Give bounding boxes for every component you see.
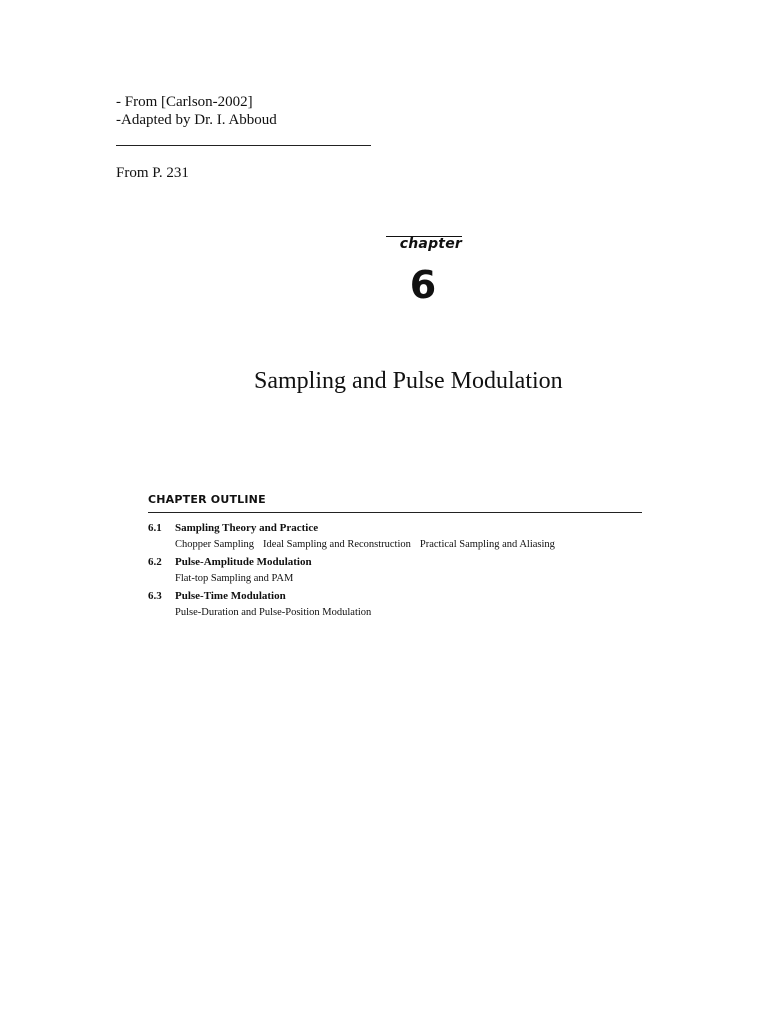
outline-item-number: 6.1 <box>148 522 162 534</box>
page-reference: From P. 231 <box>116 165 189 181</box>
outline-item <box>148 520 648 553</box>
adaptation-credit-line: -Adapted by Dr. I. Abboud <box>116 112 277 128</box>
outline-item-title: Sampling Theory and Practice <box>175 522 319 534</box>
header-divider <box>116 145 371 146</box>
outline-item-title: Pulse-Time Modulation <box>175 590 286 602</box>
outline-subsections <box>175 571 648 587</box>
outline-heading: CHAPTER OUTLINE <box>148 493 266 506</box>
outline-item-number: 6.3 <box>148 590 162 602</box>
outline-subsections <box>175 605 648 621</box>
outline-item-number: 6.2 <box>148 556 162 568</box>
chapter-title: Sampling and Pulse Modulation <box>254 368 563 394</box>
source-credit-line: - From [Carlson-2002] <box>116 94 253 110</box>
outline-subsections <box>175 537 648 553</box>
outline-item <box>148 554 648 587</box>
outline-subsection: Flat-top Sampling and PAM <box>175 573 294 584</box>
chapter-number: 6 <box>409 263 437 307</box>
chapter-label: chapter <box>399 236 462 252</box>
outline-divider <box>148 512 642 513</box>
outline-list <box>148 520 648 621</box>
outline-subsection: Practical Sampling and Aliasing <box>419 539 555 550</box>
outline-subsection: Chopper Sampling <box>175 539 255 550</box>
outline-item <box>148 588 648 621</box>
outline-subsection: Pulse-Duration and Pulse-Position Modulation <box>175 607 372 618</box>
outline-subsection: Ideal Sampling and Reconstruction <box>263 539 411 550</box>
outline-item-title: Pulse-Amplitude Modulation <box>175 556 312 568</box>
